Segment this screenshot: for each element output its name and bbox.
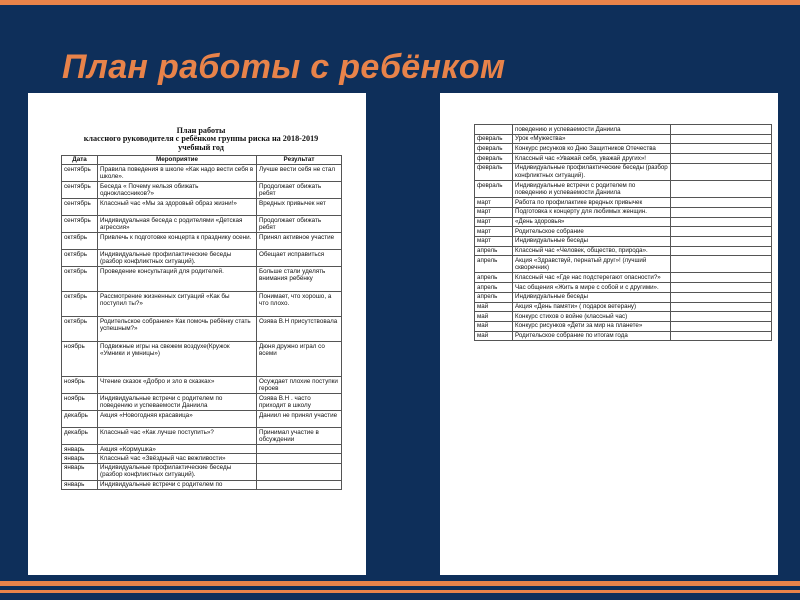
- cell-date: сентябрь: [62, 199, 98, 216]
- cell-result: Принял активное участие: [257, 233, 342, 250]
- cell-result: [671, 256, 772, 273]
- column-header-activity: Мероприятие: [98, 155, 257, 164]
- cell-activity: Индивидуальные профилактические беседы (разбор конфликтных ситуаций).: [98, 250, 257, 267]
- cell-activity: Индивидуальная беседа с родителями «Детская агрессия»: [98, 216, 257, 233]
- cell-result: [257, 445, 342, 454]
- cell-activity: Акция «День памяти» ( подарок ветерану): [513, 302, 671, 312]
- cell-result: Понимает, что хорошо, а что плохо.: [257, 292, 342, 317]
- cell-activity: Классный час «Как лучше поступить»?: [98, 428, 257, 445]
- cell-result: [671, 163, 772, 180]
- cell-activity: Работа по профилактике вредных привычек: [513, 198, 671, 208]
- table-row: [62, 182, 342, 199]
- table-row: [62, 428, 342, 445]
- cell-activity: Классный час «Мы за здоровый образ жизни!»: [98, 199, 257, 216]
- cell-date: октябрь: [62, 317, 98, 342]
- cell-date: апрель: [475, 283, 513, 293]
- cell-activity: Акция «Здравствуй, пернатый друг»! (лучший скворечник): [513, 256, 671, 273]
- table-row: [475, 283, 772, 293]
- table-row: [475, 292, 772, 302]
- cell-date: март: [475, 217, 513, 227]
- cell-date: октябрь: [62, 233, 98, 250]
- table-row: [62, 463, 342, 480]
- table-row: [62, 199, 342, 216]
- cell-date: декабрь: [62, 428, 98, 445]
- cell-date: октябрь: [62, 250, 98, 267]
- cell-result: [671, 144, 772, 154]
- cell-result: [671, 125, 772, 135]
- table-row: [62, 342, 342, 377]
- cell-date: апрель: [475, 292, 513, 302]
- cell-date: февраль: [475, 154, 513, 164]
- cell-activity: Родительское собрание» Как помочь ребёнку стать успешным?»: [98, 317, 257, 342]
- table-row: [475, 302, 772, 312]
- cell-activity: Конкурс рисунков «Дети за мир на планете»: [513, 321, 671, 331]
- table-row: [62, 216, 342, 233]
- cell-result: [671, 236, 772, 246]
- cell-date: сентябрь: [62, 182, 98, 199]
- cell-activity: Классный час «Где нас подстерегают опасности?»: [513, 273, 671, 283]
- table-row: [62, 317, 342, 342]
- cell-date: февраль: [475, 163, 513, 180]
- table-row: [62, 445, 342, 454]
- cell-result: [257, 463, 342, 480]
- table-row: [475, 312, 772, 322]
- cell-date: февраль: [475, 180, 513, 197]
- cell-result: Вредных привычек нет: [257, 199, 342, 216]
- cell-result: [671, 312, 772, 322]
- table-row: [475, 217, 772, 227]
- cell-date: январь: [62, 454, 98, 463]
- table-row: [475, 125, 772, 135]
- table-row: [475, 256, 772, 273]
- table-row: [475, 236, 772, 246]
- cell-activity: Классный час «Звёздный час вежливости»: [98, 454, 257, 463]
- cell-activity: Урок «Мужества»: [513, 134, 671, 144]
- cell-date: апрель: [475, 273, 513, 283]
- cell-date: декабрь: [62, 411, 98, 428]
- cell-date: ноябрь: [62, 394, 98, 411]
- cell-date: март: [475, 236, 513, 246]
- cell-activity: Час общения «Жить в мире с собой и с другими».: [513, 283, 671, 293]
- cell-activity: Проведение консультаций для родителей.: [98, 267, 257, 292]
- plan-table-left: [61, 155, 342, 490]
- cell-result: [671, 321, 772, 331]
- cell-result: [257, 454, 342, 463]
- cell-result: Лучше вести себя не стал: [257, 165, 342, 182]
- cell-date: январь: [62, 445, 98, 454]
- cell-date: ноябрь: [62, 342, 98, 377]
- table-row: [475, 154, 772, 164]
- cell-date: октябрь: [62, 292, 98, 317]
- cell-activity: Индивидуальные беседы: [513, 292, 671, 302]
- table-row: [62, 454, 342, 463]
- cell-date: март: [475, 198, 513, 208]
- cell-result: [671, 217, 772, 227]
- cell-date: май: [475, 321, 513, 331]
- table-row: [62, 165, 342, 182]
- top-accent-stripe: [0, 0, 800, 5]
- cell-date: март: [475, 227, 513, 237]
- column-header-result: Результат: [257, 155, 342, 164]
- cell-date: февраль: [475, 134, 513, 144]
- cell-date: май: [475, 302, 513, 312]
- cell-date: март: [475, 207, 513, 217]
- cell-result: [671, 331, 772, 341]
- cell-activity: Родительское собрание по итогам года: [513, 331, 671, 341]
- bottom-accent-stripe-thin: [0, 590, 800, 593]
- cell-result: [671, 180, 772, 197]
- table-header-row: [62, 155, 342, 164]
- cell-date: май: [475, 312, 513, 322]
- cell-activity: Конкурс стихов о войне (классный час): [513, 312, 671, 322]
- document-heading: [61, 127, 341, 152]
- cell-date: сентябрь: [62, 165, 98, 182]
- cell-activity: Индивидуальные встречи с родителем по поведению и успеваемости Даниила: [513, 180, 671, 197]
- cell-result: [671, 134, 772, 144]
- table-row: [62, 480, 342, 489]
- cell-activity: Классный час «Человек, общество, природа».: [513, 246, 671, 256]
- table-row: [475, 180, 772, 197]
- cell-date: ноябрь: [62, 377, 98, 394]
- heading-line: План работы: [176, 126, 226, 135]
- cell-activity: Правила поведения в школе «Как надо вести себя в школе».: [98, 165, 257, 182]
- cell-activity: Привлечь к подготовке концерта к празднику осени.: [98, 233, 257, 250]
- cell-result: [671, 154, 772, 164]
- cell-activity: Подготовка к концерту для любимых женщин.: [513, 207, 671, 217]
- cell-activity: Индивидуальные профилактические беседы (разбор конфликтных ситуаций).: [98, 463, 257, 480]
- cell-result: [671, 273, 772, 283]
- cell-result: Продолжает обижать ребят: [257, 216, 342, 233]
- table-row: [475, 198, 772, 208]
- table-row: [62, 377, 342, 394]
- cell-activity: Чтение сказок «Добро и зло в сказках»: [98, 377, 257, 394]
- table-row: [475, 273, 772, 283]
- cell-activity: Индивидуальные встречи с родителем по поведению и успеваемости Даниила: [98, 394, 257, 411]
- cell-date: январь: [62, 463, 98, 480]
- table-row: [475, 227, 772, 237]
- cell-result: Дюня дружно играл со всеми: [257, 342, 342, 377]
- table-row: [62, 250, 342, 267]
- table-row: [475, 321, 772, 331]
- cell-result: Осуждает плохие поступки героев: [257, 377, 342, 394]
- cell-date: апрель: [475, 246, 513, 256]
- cell-activity: Конкурс рисунков ко Дню Защитников Отечества: [513, 144, 671, 154]
- cell-activity: Акция «Кормушка»: [98, 445, 257, 454]
- cell-result: [671, 283, 772, 293]
- document-page-right: [440, 93, 778, 575]
- table-row: [62, 292, 342, 317]
- plan-table-right: [474, 124, 772, 341]
- table-row: [475, 144, 772, 154]
- bottom-accent-stripe: [0, 581, 800, 586]
- cell-result: Принимал участие в обсуждении: [257, 428, 342, 445]
- table-row: [62, 267, 342, 292]
- cell-result: [671, 292, 772, 302]
- cell-result: Озява В.Н присутствовала: [257, 317, 342, 342]
- column-header-date: Дата: [62, 155, 98, 164]
- cell-date: апрель: [475, 256, 513, 273]
- cell-result: Даниил не принял участие: [257, 411, 342, 428]
- table-row: [62, 411, 342, 428]
- slide-title: План работы с ребёнком: [62, 48, 506, 86]
- table-row: [475, 246, 772, 256]
- table-row: [475, 207, 772, 217]
- cell-activity: Подвижные игры на свежем воздухе(Кружок «Умники и умницы»): [98, 342, 257, 377]
- cell-date: октябрь: [62, 267, 98, 292]
- cell-result: [671, 246, 772, 256]
- heading-line: классного руководителя с ребёнком группы риска на 2018-2019: [83, 134, 319, 144]
- cell-result: [671, 207, 772, 217]
- cell-activity: Индивидуальные профилактические беседы (разбор конфликтных ситуаций).: [513, 163, 671, 180]
- cell-date: февраль: [475, 144, 513, 154]
- cell-date: [475, 125, 513, 135]
- cell-activity: Беседа « Почему нельзя обижать одноклассников?»: [98, 182, 257, 199]
- cell-activity: Индивидуальные встречи с родителем по: [98, 480, 257, 489]
- cell-result: [671, 227, 772, 237]
- cell-activity: Акция «Новогодняя красавица»: [98, 411, 257, 428]
- cell-result: Озява В.Н . часто приходит в школу: [257, 394, 342, 411]
- cell-result: Обещает исправиться: [257, 250, 342, 267]
- cell-activity: Родительское собрание: [513, 227, 671, 237]
- heading-line: учебный год: [178, 142, 224, 152]
- cell-result: [671, 302, 772, 312]
- cell-activity: «День здоровья»: [513, 217, 671, 227]
- table-row: [475, 331, 772, 341]
- table-row: [62, 233, 342, 250]
- cell-activity: поведению и успеваемости Даниила: [513, 125, 671, 135]
- cell-result: [257, 480, 342, 489]
- cell-result: Продолжает обижать ребят: [257, 182, 342, 199]
- table-row: [62, 394, 342, 411]
- document-page-left: [28, 93, 366, 575]
- table-row: [475, 134, 772, 144]
- cell-activity: Классный час «Уважай себя, уважай других»!: [513, 154, 671, 164]
- cell-activity: Рассмотрение жизненных ситуаций «Как бы поступил ты?»: [98, 292, 257, 317]
- cell-date: сентябрь: [62, 216, 98, 233]
- cell-activity: Индивидуальные беседы: [513, 236, 671, 246]
- cell-result: Больше стали уделять внимания ребёнку: [257, 267, 342, 292]
- cell-result: [671, 198, 772, 208]
- table-row: [475, 163, 772, 180]
- cell-date: январь: [62, 480, 98, 489]
- cell-date: май: [475, 331, 513, 341]
